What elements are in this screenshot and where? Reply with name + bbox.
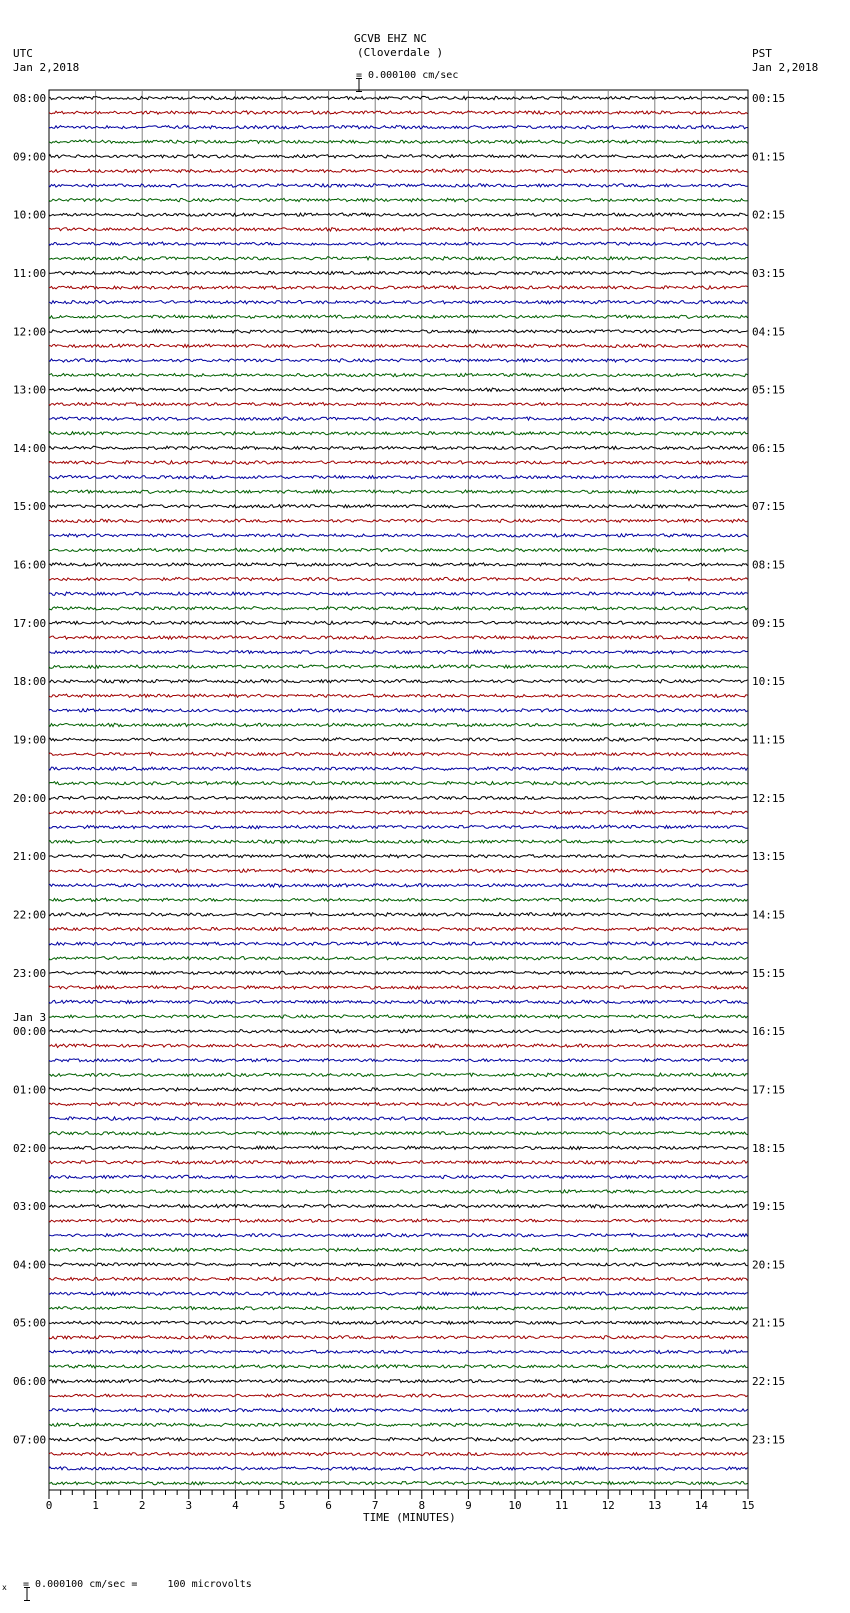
trace-line (49, 257, 748, 261)
left-time-label: 00:00 (13, 1025, 47, 1039)
right-time-label: 17:15 (752, 1083, 786, 1097)
trace-line (49, 767, 748, 770)
trace-line (49, 884, 748, 888)
right-time-label: 01:15 (752, 150, 786, 164)
trace-line (49, 388, 748, 392)
trace-line (49, 1452, 748, 1455)
trace-line (49, 986, 748, 990)
trace-line (49, 1234, 748, 1238)
left-time-label: 21:00 (13, 850, 47, 864)
trace-line (49, 1030, 748, 1033)
trace-line (49, 213, 748, 217)
trace-line (49, 1277, 748, 1280)
trace-line (49, 796, 748, 799)
right-time-label: 07:15 (752, 500, 786, 514)
x-tick-label: 1 (92, 1499, 99, 1512)
trace-line (49, 855, 748, 858)
footer-scale-bar-icon (11, 1575, 17, 1589)
left-time-label: 20:00 (13, 791, 47, 805)
trace-line (49, 1263, 748, 1266)
trace-line (49, 300, 748, 303)
trace-line (49, 811, 748, 815)
trace-line (49, 96, 748, 99)
trace-line (49, 140, 748, 144)
x-tick-label: 11 (554, 1499, 569, 1512)
trace-line (49, 607, 748, 610)
x-tick-label: 0 (45, 1499, 53, 1512)
trace-line (49, 1350, 748, 1353)
trace-line (49, 402, 748, 405)
trace-line (49, 1175, 748, 1178)
trace-line (49, 271, 748, 274)
x-tick-label: 2 (138, 1499, 146, 1512)
left-time-label: 03:00 (13, 1200, 47, 1214)
right-date: Jan 2,2018 (752, 61, 819, 74)
trace-line (49, 650, 748, 653)
trace-line (49, 505, 748, 508)
trace-line (49, 1379, 748, 1383)
left-time-label: 14:00 (13, 441, 47, 455)
trace-line (49, 1365, 748, 1368)
trace-line (49, 840, 748, 843)
left-time-label: 02:00 (13, 1141, 47, 1155)
x-tick-label: 9 (465, 1499, 472, 1512)
left-time-label: 06:00 (13, 1375, 47, 1389)
left-time-label: 22:00 (13, 908, 47, 922)
trace-line (49, 680, 748, 683)
trace-line (49, 1044, 748, 1048)
left-date: Jan 2,2018 (13, 61, 80, 74)
trace-line (49, 1292, 748, 1295)
x-tick-label: 3 (185, 1499, 193, 1512)
station-title: GCVB EHZ NC (354, 32, 427, 45)
x-tick-label: 13 (648, 1499, 662, 1512)
right-time-label: 23:15 (752, 1433, 786, 1447)
trace-line (49, 1248, 748, 1251)
trace-line (49, 446, 748, 449)
trace-line (49, 198, 748, 201)
left-time-label: 13:00 (13, 383, 47, 397)
trace-line (49, 913, 748, 917)
trace-line (49, 1117, 748, 1120)
trace-line (49, 417, 748, 421)
trace-line (49, 957, 748, 960)
trace-line (49, 752, 748, 756)
left-time-label: 08:00 (13, 92, 47, 105)
trace-line (49, 344, 748, 348)
footer-scale-text: = 0.000100 cm/sec = 100 microvolts (23, 1579, 252, 1590)
trace-line (49, 592, 748, 596)
right-time-label: 12:15 (752, 791, 786, 805)
trace-line (49, 490, 748, 493)
trace-line (49, 942, 748, 945)
left-time-label: 15:00 (13, 500, 47, 514)
x-tick-label: 14 (694, 1499, 709, 1512)
left-timezone: UTC (13, 47, 33, 60)
left-time-label: 19:00 (13, 733, 47, 747)
scale-text: = 0.000100 cm/sec (356, 70, 459, 81)
trace-line (49, 898, 748, 901)
left-time-label: 16:00 (13, 558, 47, 572)
right-time-label: 10:15 (752, 675, 786, 689)
trace-line (49, 169, 748, 172)
right-time-label: 09:15 (752, 616, 786, 630)
right-time-label: 11:15 (752, 733, 786, 747)
left-time-label: 23:00 (13, 966, 47, 980)
left-time-label: 17:00 (13, 616, 47, 630)
left-time-label: 10:00 (13, 208, 47, 222)
trace-line (49, 1438, 748, 1441)
trace-line (49, 1219, 748, 1222)
left-time-label: 07:00 (13, 1433, 47, 1447)
x-tick-label: 7 (371, 1499, 379, 1512)
x-tick-label: 12 (601, 1499, 615, 1512)
trace-line (49, 1015, 748, 1018)
right-time-label: 06:15 (752, 441, 786, 455)
trace-line (49, 1073, 748, 1077)
right-time-label: 18:15 (752, 1141, 786, 1155)
trace-line (49, 738, 748, 742)
right-time-label: 02:15 (752, 208, 786, 222)
trace-line (49, 636, 748, 639)
trace-line (49, 1132, 748, 1135)
right-time-label: 05:15 (752, 383, 786, 397)
trace-line (49, 709, 748, 712)
left-time-label: 01:00 (13, 1083, 47, 1097)
trace-line (49, 1336, 748, 1339)
trace-line (49, 1307, 748, 1310)
trace-line (49, 1059, 748, 1062)
trace-line (49, 1204, 748, 1208)
trace-line (49, 1423, 748, 1426)
trace-line (49, 315, 748, 318)
trace-line (49, 461, 748, 464)
right-time-label: 19:15 (752, 1200, 786, 1214)
left-time-label: 18:00 (13, 675, 47, 689)
trace-line (49, 1321, 748, 1324)
trace-line (49, 621, 748, 624)
trace-line (49, 1000, 748, 1004)
x-axis-title: TIME (MINUTES) (363, 1511, 456, 1524)
x-tick-label: 15 (741, 1499, 755, 1512)
trace-line (49, 723, 748, 727)
trace-line (49, 1088, 748, 1091)
footer-marker: x (2, 1583, 7, 1592)
right-time-label: 00:15 (752, 92, 786, 105)
left-time-label: 09:00 (13, 150, 47, 164)
trace-line (49, 563, 748, 566)
trace-line (49, 1161, 748, 1164)
trace-line (49, 665, 748, 668)
right-time-label: 21:15 (752, 1316, 786, 1330)
right-time-label: 03:15 (752, 266, 786, 280)
trace-line (49, 1190, 748, 1193)
left-date-change-label: Jan 3 (13, 1011, 47, 1025)
trace-line (49, 869, 748, 873)
trace-line (49, 125, 748, 128)
trace-line (49, 927, 748, 930)
right-time-label: 15:15 (752, 966, 786, 980)
left-time-label: 11:00 (13, 266, 47, 280)
trace-line (49, 330, 748, 334)
right-time-label: 20:15 (752, 1258, 786, 1272)
trace-line (49, 519, 748, 522)
right-timezone: PST (752, 47, 772, 60)
right-time-label: 16:15 (752, 1025, 786, 1039)
trace-line (49, 1481, 748, 1484)
trace-line (49, 694, 748, 697)
right-time-label: 14:15 (752, 908, 786, 922)
station-location: (Cloverdale ) (357, 46, 444, 59)
right-time-label: 04:15 (752, 325, 786, 339)
trace-line (49, 971, 748, 974)
right-time-label: 13:15 (752, 850, 786, 864)
trace-line (49, 228, 748, 232)
trace-line (49, 1394, 748, 1398)
trace-line (49, 111, 748, 114)
trace-line (49, 1408, 748, 1412)
x-tick-label: 8 (418, 1499, 426, 1512)
x-tick-label: 6 (325, 1499, 332, 1512)
trace-line (49, 577, 748, 580)
trace-line (49, 475, 748, 478)
right-time-label: 22:15 (752, 1375, 786, 1389)
left-time-label: 05:00 (13, 1316, 47, 1330)
trace-line (49, 184, 748, 187)
trace-line (49, 432, 748, 435)
trace-line (49, 359, 748, 362)
trace-line (49, 286, 748, 289)
x-tick-label: 10 (508, 1499, 522, 1512)
trace-line (49, 548, 748, 552)
trace-line (49, 1146, 748, 1149)
right-time-label: 08:15 (752, 558, 786, 572)
trace-line (49, 1467, 748, 1471)
trace-line (49, 155, 748, 158)
left-time-label: 12:00 (13, 325, 47, 339)
trace-line (49, 782, 748, 785)
trace-line (49, 1102, 748, 1105)
left-time-label: 04:00 (13, 1258, 47, 1272)
trace-line (49, 825, 748, 828)
trace-line (49, 373, 748, 376)
x-tick-label: 4 (232, 1499, 239, 1512)
trace-line (49, 242, 748, 245)
trace-line (49, 534, 748, 537)
x-tick-label: 5 (278, 1499, 286, 1512)
